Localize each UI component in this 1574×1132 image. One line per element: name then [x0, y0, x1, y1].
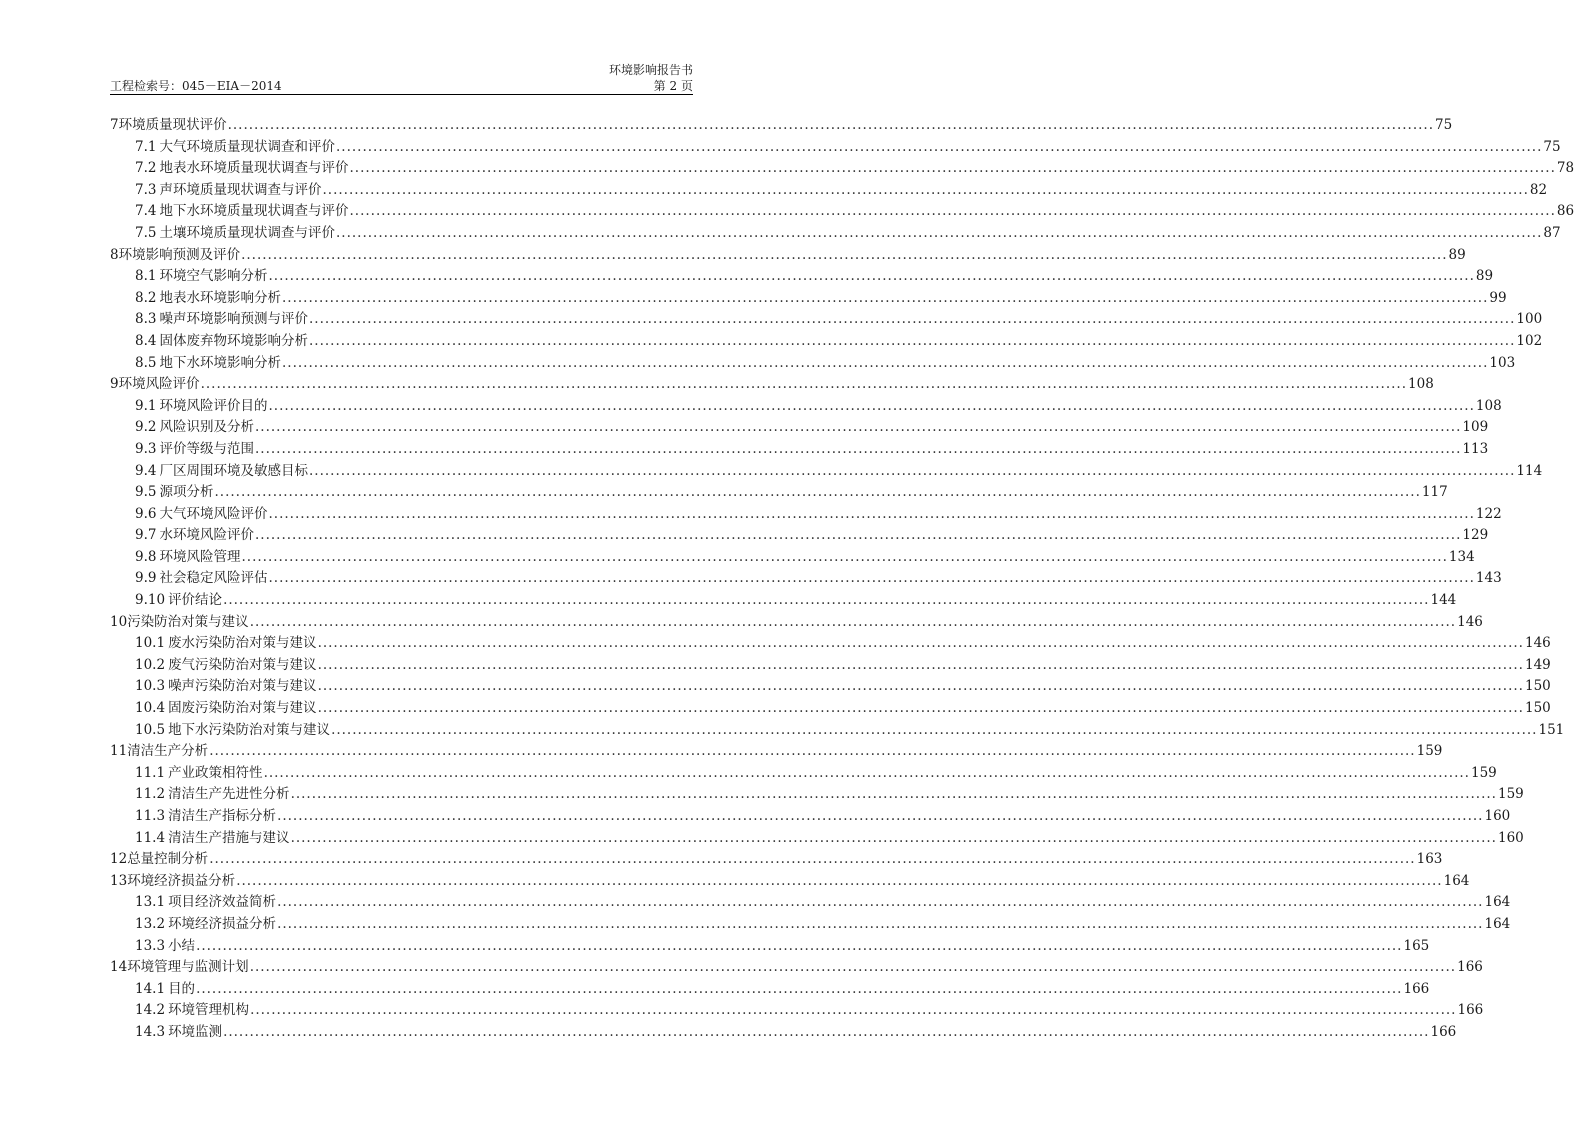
toc-entry-number: 10.4: [135, 700, 166, 717]
toc-entry-number: 10.2: [135, 656, 166, 673]
toc-entry-page: 166: [1430, 1023, 1457, 1040]
toc-entry-page: 129: [1462, 527, 1489, 544]
page-number-label: [654, 78, 693, 94]
toc-entry[interactable]: [110, 1022, 1457, 1044]
toc-entry-page: 78: [1556, 160, 1574, 177]
toc-entry[interactable]: [110, 137, 1561, 159]
dot-leader: ....................................................................................................................................................................................................................................: [249, 613, 1457, 630]
toc-entry-title: 清洁生产先进性分析: [168, 786, 290, 803]
toc-entry[interactable]: [110, 417, 1489, 439]
dot-leader: ....................................................................................................................................................................................................................................: [349, 203, 1556, 220]
dot-leader: ....................................................................................................................................................................................................................................: [281, 289, 1489, 306]
toc-entry[interactable]: [110, 461, 1543, 483]
toc-entry-page: 149: [1524, 656, 1551, 673]
toc-entry-title: 风险识别及分析: [159, 419, 254, 436]
toc-entry-number: 13.3: [135, 937, 166, 954]
toc-entry-title: 环境空气影响分析: [159, 268, 268, 285]
toc-entry-page: 109: [1462, 419, 1489, 436]
toc-entry[interactable]: [110, 741, 1443, 763]
toc-entry-title: 声环境质量现状调查与评价: [159, 181, 322, 198]
toc-entry-page: 164: [1484, 894, 1511, 911]
toc-entry[interactable]: [110, 568, 1502, 590]
toc-entry-number: 9.5: [135, 484, 157, 501]
dot-leader: ....................................................................................................................................................................................................................................: [317, 656, 1524, 673]
toc-entry-title: 清洁生产指标分析: [168, 808, 277, 824]
toc-entry-number: 11.2: [135, 786, 166, 803]
toc-entry-number: 14.3: [135, 1023, 166, 1040]
dot-leader: ....................................................................................................................................................................................................................................: [308, 462, 1516, 479]
toc-entry-page: 166: [1457, 1002, 1484, 1019]
toc-entry[interactable]: [110, 806, 1511, 828]
toc-entry-page: 159: [1470, 764, 1497, 781]
toc-entry-page: 75: [1435, 117, 1453, 133]
toc-entry-title: 评价结论: [168, 592, 223, 609]
toc-entry-number: 9.10: [135, 592, 166, 609]
toc-entry-page: 160: [1497, 829, 1524, 846]
toc-entry-title: 环境管理机构: [168, 1002, 250, 1019]
toc-entry[interactable]: [110, 482, 1448, 504]
dot-leader: ....................................................................................................................................................................................................................................: [317, 678, 1524, 695]
toc-entry-page: 87: [1543, 224, 1561, 241]
dot-leader: ....................................................................................................................................................................................................................................: [308, 311, 1516, 328]
toc-entry-page: 134: [1448, 548, 1475, 565]
dot-leader: ....................................................................................................................................................................................................................................: [335, 224, 1543, 241]
page-header: [110, 62, 693, 94]
toc-entry-number: 14: [110, 959, 128, 976]
toc-entry-page: 99: [1489, 289, 1507, 306]
toc-entry[interactable]: [110, 784, 1524, 806]
toc-entry-number: 7.3: [135, 181, 157, 198]
toc-entry[interactable]: [110, 396, 1502, 418]
toc-entry[interactable]: [110, 590, 1457, 612]
dot-leader: ....................................................................................................................................................................................................................................: [290, 786, 1497, 803]
toc-entry-title: 环境质量现状评价: [118, 117, 227, 133]
toc-entry-number: 9.9: [135, 570, 157, 587]
toc-entry-title: 社会稳定风险评估: [159, 570, 268, 587]
toc-entry[interactable]: [110, 871, 1470, 893]
toc-entry-number: 7.5: [135, 224, 157, 241]
toc-entry-number: 8.5: [135, 354, 157, 371]
toc-entry-title: 大气环境质量现状调查和评价: [159, 138, 335, 155]
toc-entry-page: 113: [1462, 440, 1489, 457]
toc-entry-page: 165: [1403, 937, 1430, 954]
toc-entry-title: 环境风险评价目的: [159, 397, 268, 414]
toc-entry-number: 9.2: [135, 419, 157, 436]
toc-entry-number: 9.4: [135, 462, 157, 479]
dot-leader: ....................................................................................................................................................................................................................................: [349, 160, 1556, 177]
toc-entry[interactable]: [110, 525, 1489, 547]
toc-entry-title: 环境风险评价: [118, 376, 200, 393]
toc-entry[interactable]: [110, 504, 1502, 526]
toc-entry-title: 水环境风险评价: [159, 527, 254, 544]
toc-entry-title: 噪声污染防治对策与建议: [168, 678, 317, 695]
toc-entry-number: 8.2: [135, 289, 157, 306]
toc-entry-number: 13: [110, 872, 128, 889]
page-label-suffix: 页: [680, 79, 693, 93]
toc-entry-page: 150: [1524, 700, 1551, 717]
toc-entry[interactable]: [110, 180, 1548, 202]
toc-entry-page: 164: [1443, 872, 1470, 889]
dot-leader: ....................................................................................................................................................................................................................................: [322, 181, 1529, 198]
toc-entry[interactable]: [110, 828, 1524, 850]
toc-entry-title: 环境管理与监测计划: [127, 959, 249, 976]
dot-leader: ....................................................................................................................................................................................................................................: [209, 851, 1416, 868]
toc-entry-number: 8.4: [135, 332, 157, 349]
dot-leader: ....................................................................................................................................................................................................................................: [241, 548, 1448, 565]
toc-entry-number: 7.2: [135, 160, 157, 177]
page-number: 2: [669, 79, 678, 93]
header-rule: [110, 94, 693, 95]
toc-entry-number: 11.4: [135, 829, 166, 846]
toc-entry-page: 159: [1497, 786, 1524, 803]
toc-entry-number: 10: [110, 613, 128, 630]
toc-entry[interactable]: [110, 892, 1511, 914]
toc-entry[interactable]: [110, 547, 1475, 569]
toc-entry-number: 8.3: [135, 311, 157, 328]
toc-entry-page: 103: [1489, 354, 1516, 371]
toc-entry-title: 大气环境风险评价: [159, 505, 268, 522]
toc-entry-title: 源项分析: [159, 484, 214, 501]
toc-entry-number: 9.6: [135, 505, 157, 522]
dot-leader: ....................................................................................................................................................................................................................................: [317, 700, 1524, 717]
toc-entry[interactable]: [110, 158, 1574, 180]
toc-entry-page: 108: [1408, 376, 1434, 393]
toc-entry-number: 9: [110, 376, 119, 393]
toc-entry-page: 146: [1524, 635, 1551, 652]
dot-leader: ....................................................................................................................................................................................................................................: [268, 570, 1475, 587]
toc-entry[interactable]: [110, 612, 1483, 634]
toc-entry-page: 89: [1475, 268, 1494, 285]
toc-entry-title: 地下水污染防治对策与建议: [168, 721, 331, 738]
dot-leader: ....................................................................................................................................................................................................................................: [227, 117, 1435, 133]
toc-entry[interactable]: [110, 223, 1561, 245]
toc-entry-page: 143: [1475, 570, 1502, 587]
dot-leader: ....................................................................................................................................................................................................................................: [196, 980, 1403, 997]
dot-leader: ....................................................................................................................................................................................................................................: [331, 721, 1538, 738]
dot-leader: ....................................................................................................................................................................................................................................: [277, 808, 1484, 824]
toc-entry-number: 14.1: [135, 980, 166, 997]
toc-entry[interactable]: [110, 115, 1453, 137]
dot-leader: ....................................................................................................................................................................................................................................: [223, 1023, 1430, 1040]
toc-entry-title: 项目经济效益简析: [168, 894, 277, 911]
toc-entry[interactable]: [110, 245, 1466, 267]
toc-entry[interactable]: [110, 201, 1574, 223]
toc-entry-number: 11.3: [135, 808, 166, 824]
table-of-contents: [110, 115, 1574, 1044]
toc-entry-title: 固废污染防治对策与建议: [168, 700, 317, 717]
toc-entry-title: 废水污染防治对策与建议: [168, 635, 317, 652]
toc-entry[interactable]: [110, 439, 1489, 461]
dot-leader: ....................................................................................................................................................................................................................................: [250, 1002, 1457, 1019]
toc-entry-number: 9.7: [135, 527, 157, 544]
toc-entry-title: 环境影响预测及评价: [118, 246, 241, 263]
toc-entry-title: 地表水环境质量现状调查与评价: [159, 160, 349, 177]
dot-leader: ....................................................................................................................................................................................................................................: [263, 764, 1470, 781]
toc-entry-number: 12: [110, 851, 128, 868]
toc-entry-page: 108: [1475, 397, 1502, 414]
toc-entry-number: 11.1: [135, 764, 166, 781]
toc-entry[interactable]: [110, 849, 1443, 871]
toc-entry-number: 9.3: [135, 440, 157, 457]
dot-leader: ....................................................................................................................................................................................................................................: [223, 592, 1430, 609]
dot-leader: ....................................................................................................................................................................................................................................: [236, 872, 1443, 889]
toc-entry-title: 环境风险管理: [159, 548, 241, 565]
toc-entry[interactable]: [110, 914, 1511, 936]
toc-entry-title: 废气污染防治对策与建议: [168, 656, 317, 673]
toc-entry-title: 目的: [168, 980, 196, 997]
toc-entry-title: 污染防治对策与建议: [127, 613, 249, 630]
dot-leader: ....................................................................................................................................................................................................................................: [281, 354, 1489, 371]
toc-entry-page: 100: [1516, 311, 1543, 328]
toc-entry-title: 土壤环境质量现状调查与评价: [159, 224, 335, 241]
toc-entry[interactable]: [110, 655, 1551, 677]
toc-entry-page: 166: [1403, 980, 1430, 997]
toc-entry-title: 清洁生产措施与建议: [168, 829, 290, 846]
dot-leader: ....................................................................................................................................................................................................................................: [277, 915, 1484, 932]
toc-entry-number: 7.1: [135, 138, 157, 155]
toc-entry-title: 产业政策相符性: [168, 764, 263, 781]
toc-entry[interactable]: [110, 676, 1551, 698]
dot-leader: ....................................................................................................................................................................................................................................: [277, 894, 1484, 911]
toc-entry[interactable]: [110, 1000, 1484, 1022]
dot-leader: ....................................................................................................................................................................................................................................: [290, 829, 1497, 846]
toc-entry-title: 噪声环境影响预测与评价: [159, 311, 308, 328]
toc-entry[interactable]: [110, 979, 1430, 1001]
toc-entry-page: 164: [1484, 915, 1511, 932]
dot-leader: ....................................................................................................................................................................................................................................: [200, 376, 1408, 393]
dot-leader: ....................................................................................................................................................................................................................................: [254, 419, 1462, 436]
toc-entry[interactable]: [110, 266, 1494, 288]
toc-entry-number: 8.1: [135, 268, 157, 285]
toc-entry[interactable]: [110, 763, 1497, 785]
toc-entry-title: 总量控制分析: [127, 851, 209, 868]
toc-entry-page: 82: [1529, 181, 1548, 198]
toc-entry-title: 固体废弃物环境影响分析: [159, 332, 308, 349]
dot-leader: ....................................................................................................................................................................................................................................: [268, 268, 1475, 285]
toc-entry-number: 7.4: [135, 203, 157, 220]
toc-entry-page: 122: [1475, 505, 1502, 522]
toc-entry-title: 地表水环境影响分析: [159, 289, 281, 306]
project-number: 工程检索号：045－EIA－2014: [110, 79, 282, 93]
toc-entry[interactable]: [110, 374, 1434, 396]
toc-entry-title: 地下水环境影响分析: [159, 354, 281, 371]
dot-leader: ....................................................................................................................................................................................................................................: [268, 397, 1475, 414]
toc-entry-title: 环境经济损益分析: [127, 872, 236, 889]
dot-leader: ....................................................................................................................................................................................................................................: [209, 743, 1416, 760]
toc-entry-page: 151: [1538, 721, 1565, 738]
toc-entry-page: 163: [1416, 851, 1443, 868]
toc-entry-page: 117: [1421, 484, 1448, 501]
dot-leader: ....................................................................................................................................................................................................................................: [241, 246, 1448, 263]
toc-entry[interactable]: [110, 353, 1516, 375]
toc-entry-page: 102: [1516, 332, 1543, 349]
report-name: 环境影响报告书: [608, 63, 693, 77]
toc-entry[interactable]: [110, 633, 1551, 655]
toc-entry-page: 159: [1416, 743, 1443, 760]
toc-entry-page: 75: [1543, 138, 1561, 155]
dot-leader: ....................................................................................................................................................................................................................................: [317, 635, 1524, 652]
toc-entry-number: 9.8: [135, 548, 157, 565]
toc-entry-number: 10.1: [135, 635, 166, 652]
toc-entry-page: 150: [1524, 678, 1551, 695]
toc-entry-number: 14.2: [135, 1002, 166, 1019]
dot-leader: ....................................................................................................................................................................................................................................: [214, 484, 1421, 501]
toc-entry[interactable]: [110, 957, 1483, 979]
toc-entry-title: 地下水环境质量现状调查与评价: [159, 203, 349, 220]
dot-leader: ....................................................................................................................................................................................................................................: [254, 440, 1462, 457]
toc-entry-number: 7: [110, 117, 119, 133]
toc-entry-number: 11: [110, 743, 128, 760]
toc-entry-number: 8: [110, 246, 119, 263]
toc-entry-title: 评价等级与范围: [159, 440, 254, 457]
toc-entry-title: 环境监测: [168, 1023, 223, 1040]
dot-leader: ....................................................................................................................................................................................................................................: [268, 505, 1475, 522]
toc-entry-title: 环境经济损益分析: [168, 915, 277, 932]
toc-entry[interactable]: [110, 331, 1543, 353]
dot-leader: ....................................................................................................................................................................................................................................: [196, 937, 1403, 954]
dot-leader: ....................................................................................................................................................................................................................................: [308, 332, 1516, 349]
header-right: [609, 62, 693, 94]
toc-entry-page: 89: [1448, 246, 1466, 263]
toc-entry-title: 厂区周围环境及敏感目标: [159, 462, 308, 479]
toc-entry-title: 清洁生产分析: [127, 743, 209, 760]
toc-entry[interactable]: [110, 698, 1551, 720]
page-label-prefix: 第: [653, 79, 666, 93]
toc-entry-page: 144: [1430, 592, 1457, 609]
toc-entry-page: 146: [1457, 613, 1483, 630]
toc-entry[interactable]: [110, 936, 1430, 958]
toc-entry-page: 86: [1556, 203, 1574, 220]
toc-entry-number: 13.1: [135, 894, 166, 911]
toc-entry-title: 小结: [168, 937, 196, 954]
toc-entry[interactable]: [110, 288, 1507, 310]
dot-leader: ....................................................................................................................................................................................................................................: [249, 959, 1457, 976]
dot-leader: ....................................................................................................................................................................................................................................: [254, 527, 1462, 544]
toc-entry-page: 166: [1457, 959, 1483, 976]
toc-entry-page: 114: [1516, 462, 1543, 479]
toc-entry-number: 9.1: [135, 397, 157, 414]
toc-entry[interactable]: [110, 309, 1543, 331]
toc-entry-number: 13.2: [135, 915, 166, 932]
toc-entry-number: 10.5: [135, 721, 166, 738]
dot-leader: ....................................................................................................................................................................................................................................: [335, 138, 1543, 155]
toc-entry-page: 160: [1484, 808, 1511, 824]
toc-entry-number: 10.3: [135, 678, 166, 695]
toc-entry[interactable]: [110, 720, 1565, 742]
